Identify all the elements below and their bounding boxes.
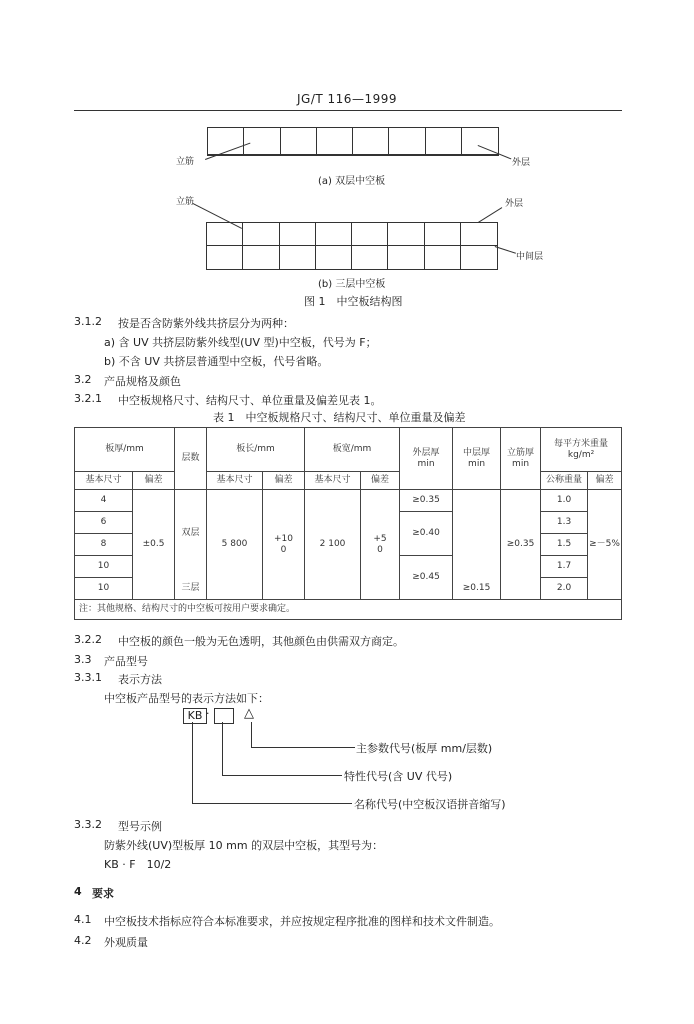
- param-placeholder: △: [244, 706, 254, 721]
- page-header: JG/T 116—1999: [297, 92, 397, 106]
- outer-label-a: 外层: [512, 158, 531, 168]
- section-text: 中空板规格尺寸、结构尺寸、单位重量及偏差见表 1。: [118, 394, 382, 407]
- th-dev: 偏差: [361, 472, 400, 490]
- th-basic: 基本尺寸: [75, 472, 133, 490]
- th-basic: 基本尺寸: [305, 472, 361, 490]
- figure-title: 图 1 中空板结构图: [304, 295, 403, 308]
- th-rib: 立筋厚 min: [501, 428, 541, 490]
- section-heading: 型号示例: [118, 820, 162, 833]
- model-example: KB · F 10/2: [104, 858, 172, 871]
- table-cell: 10: [75, 556, 133, 578]
- table-cell: 10: [75, 578, 133, 600]
- outer-label-b: 外层: [505, 199, 524, 209]
- th-layers: 层数: [175, 428, 207, 490]
- table-cell: ≥0.35: [501, 490, 541, 600]
- double-layer-diagram: [207, 127, 499, 156]
- section-heading: 表示方法: [118, 673, 162, 686]
- caption-b: (b) 三层中空板: [318, 279, 386, 290]
- table-cell: 1.7: [541, 556, 588, 578]
- table-cell: 2.0: [541, 578, 588, 600]
- table-cell: [453, 490, 501, 578]
- th-dev: 偏差: [588, 472, 622, 490]
- leader-line: [478, 207, 502, 223]
- table-cell: ≥0.45: [400, 556, 453, 600]
- paragraph: 中空板产品型号的表示方法如下：: [104, 692, 269, 705]
- table-cell: ≥0.15: [453, 578, 501, 600]
- section-num: 3.2.1: [74, 392, 102, 405]
- table-cell: ≥－5%: [588, 490, 622, 600]
- table-cell: 三层: [175, 578, 207, 600]
- triple-layer-diagram: [206, 222, 498, 270]
- th-thickness: 板厚/mm: [75, 428, 175, 472]
- model-dot: ·: [206, 707, 210, 720]
- header-rule: [74, 110, 622, 111]
- section-heading: 产品规格及颜色: [104, 375, 181, 388]
- main-param-label: 主参数代号(板厚 mm/层数): [356, 742, 493, 755]
- model-code-box: KB: [183, 708, 207, 724]
- table-cell: 1.3: [541, 512, 588, 534]
- table-cell: 6: [75, 512, 133, 534]
- table-cell: 4: [75, 490, 133, 512]
- name-label: 名称代号(中空板汉语拼音缩写): [354, 798, 506, 811]
- table-cell: +10 0: [263, 490, 305, 600]
- feature-label: 特性代号(含 UV 代号): [344, 770, 453, 783]
- section-num: 3.3: [74, 653, 92, 666]
- table-cell: ≥0.35: [400, 490, 453, 512]
- table-cell: ±0.5: [133, 490, 175, 600]
- table-cell: ≥0.40: [400, 512, 453, 556]
- rib-label-a: 立筋: [176, 157, 195, 167]
- section-num: 3.2.2: [74, 633, 102, 646]
- table-cell: 双层: [175, 490, 207, 578]
- section-text: 中空板技术指标应符合本标准要求，并应按规定程序批准的图样和技术文件制造。: [104, 915, 500, 928]
- section-num: 4: [74, 885, 82, 898]
- th-basic: 基本尺寸: [207, 472, 263, 490]
- th-dev: 偏差: [263, 472, 305, 490]
- list-item: b) 不含 UV 共挤层普通型中空板，代号省略。: [104, 355, 329, 368]
- table-cell: 1.0: [541, 490, 588, 512]
- paragraph: 防紫外线(UV)型板厚 10 mm 的双层中空板，其型号为：: [104, 839, 384, 852]
- middle-label-b: 中间层: [516, 252, 544, 262]
- section-text: 中空板的颜色一般为无色透明，其他颜色由供需双方商定。: [118, 635, 404, 648]
- table-cell: 5 800: [207, 490, 263, 600]
- spec-table: [74, 427, 622, 620]
- list-item: a) 含 UV 共挤层防紫外线型(UV 型)中空板，代号为 F；: [104, 336, 377, 349]
- th-middle: 中层厚 min: [453, 428, 501, 490]
- table-cell: 2 100: [305, 490, 361, 600]
- table-cell: +5 0: [361, 490, 400, 600]
- section-num: 3.1.2: [74, 315, 102, 328]
- section-num: 4.1: [74, 913, 92, 926]
- section-num: 3.2: [74, 373, 92, 386]
- th-outer: 外层厚 min: [400, 428, 453, 490]
- rib-label-b: 立筋: [176, 197, 195, 207]
- caption-a: (a) 双层中空板: [318, 176, 386, 187]
- table-note: 注：其他规格、结构尺寸的中空板可按用户要求确定。: [75, 600, 622, 620]
- th-width: 板宽/mm: [305, 428, 400, 472]
- th-weight: 每平方米重量 kg/m²: [541, 428, 622, 472]
- section-heading: 要求: [92, 887, 114, 900]
- feature-code-box: [214, 708, 234, 724]
- section-num: 3.3.1: [74, 671, 102, 684]
- section-num: 4.2: [74, 934, 92, 947]
- table-title: 表 1 中空板规格尺寸、结构尺寸、单位重量及偏差: [213, 411, 466, 424]
- section-text: 按是否含防紫外线共挤层分为两种：: [118, 317, 294, 330]
- table-cell: 1.5: [541, 534, 588, 556]
- section-heading: 外观质量: [104, 936, 148, 949]
- th-length: 板长/mm: [207, 428, 305, 472]
- th-dev: 偏差: [133, 472, 175, 490]
- table-cell: 8: [75, 534, 133, 556]
- th-nominal: 公称重量: [541, 472, 588, 490]
- section-heading: 产品型号: [104, 655, 148, 668]
- section-num: 3.3.2: [74, 818, 102, 831]
